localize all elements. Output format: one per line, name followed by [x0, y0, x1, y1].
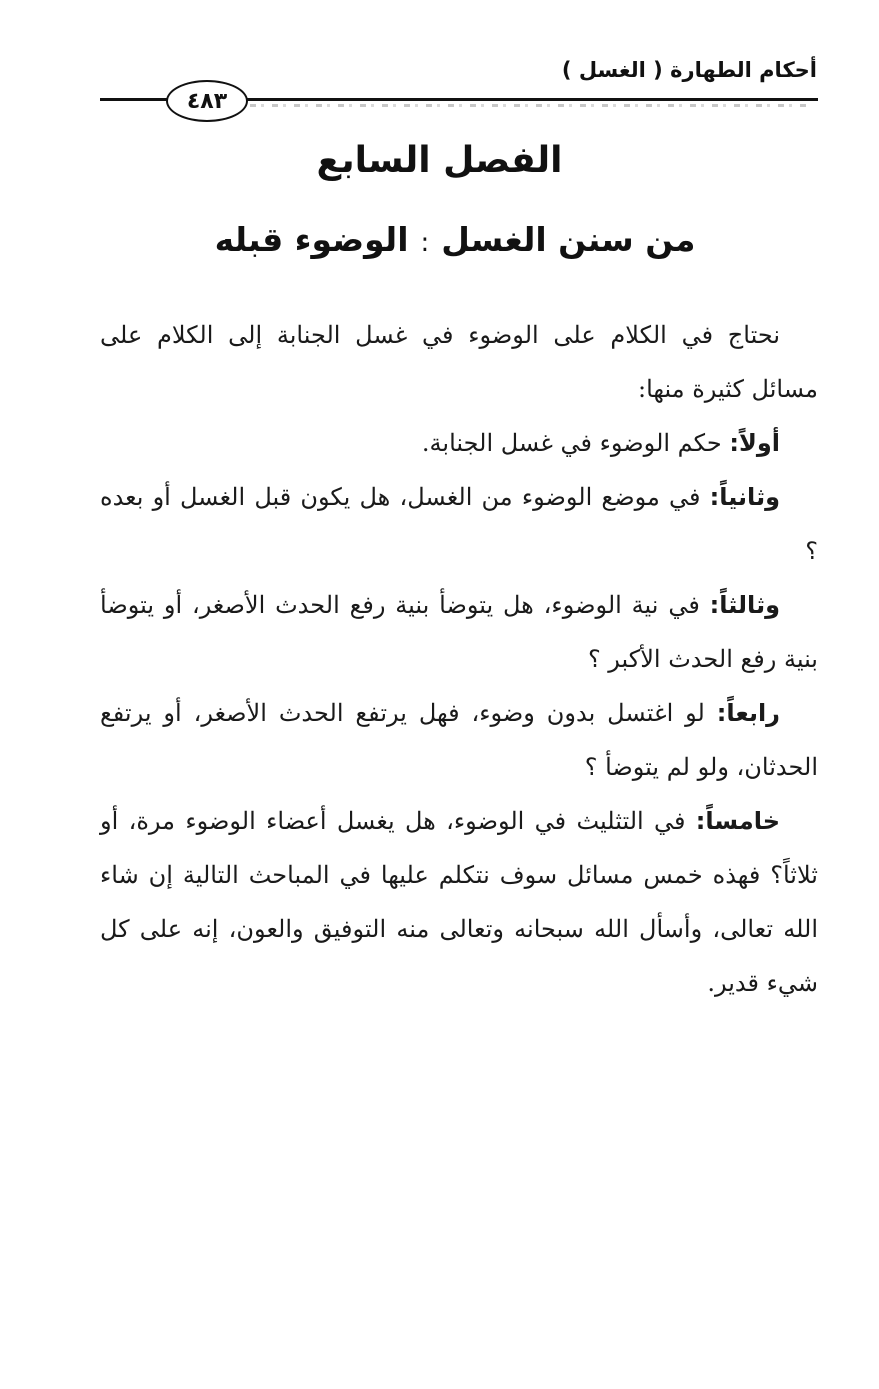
point-4: [100, 686, 818, 794]
section-title-separator: :: [420, 228, 430, 258]
section-title: [0, 220, 879, 259]
intro-paragraph: نحتاج في الكلام على الوضوء في غسل الجنابة إلى الكلام على مسائل كثيرة منها:: [100, 321, 818, 403]
point-2-text: في موضع الوضوء من الغسل، هل يكون قبل الغسل أو بعده ؟: [100, 483, 818, 565]
running-header: أحكام الطهارة ( الغسل ): [561, 58, 817, 82]
header-rule-ornament: [250, 104, 810, 107]
page-number: ٤٨٣: [166, 80, 248, 122]
point-3-text: في نية الوضوء، هل يتوضأ بنية رفع الحدث الأصغر، أو يتوضأ بنية رفع الحدث الأكبر ؟: [100, 591, 818, 673]
section-title-part2: الوضوء قبله: [214, 220, 409, 259]
point-5-lead: خامساً:: [695, 807, 780, 835]
point-1-lead: أولاً:: [729, 429, 780, 457]
point-1-text: حكم الوضوء في غسل الجنابة.: [421, 429, 730, 457]
point-5: [100, 794, 818, 1010]
body-text: [100, 308, 818, 1010]
point-2-lead: وثانياً:: [709, 483, 780, 511]
point-3-lead: وثالثاً:: [709, 591, 780, 619]
section-title-part1: من سنن الغسل: [441, 220, 696, 259]
point-4-text: لو اغتسل بدون وضوء، فهل يرتفع الحدث الأصغر، أو يرتفع الحدثان، ولو لم يتوضأ ؟: [100, 699, 818, 781]
chapter-title: الفصل السابع: [316, 140, 563, 181]
point-2: [100, 470, 818, 578]
point-1: [100, 416, 818, 470]
point-3: [100, 578, 818, 686]
point-4-lead: رابعاً:: [716, 699, 780, 727]
point-5-text: في التثليث في الوضوء، هل يغسل أعضاء الوضوء مرة، أو ثلاثاً؟ فهذه خمس مسائل سوف نتكلم عليها في المباحث التالية إن شاء الله تعالى، وأسأل الله سبحانه وتعالى منه التوفيق والعون، إنه على كل شيء قدير.: [100, 807, 818, 997]
